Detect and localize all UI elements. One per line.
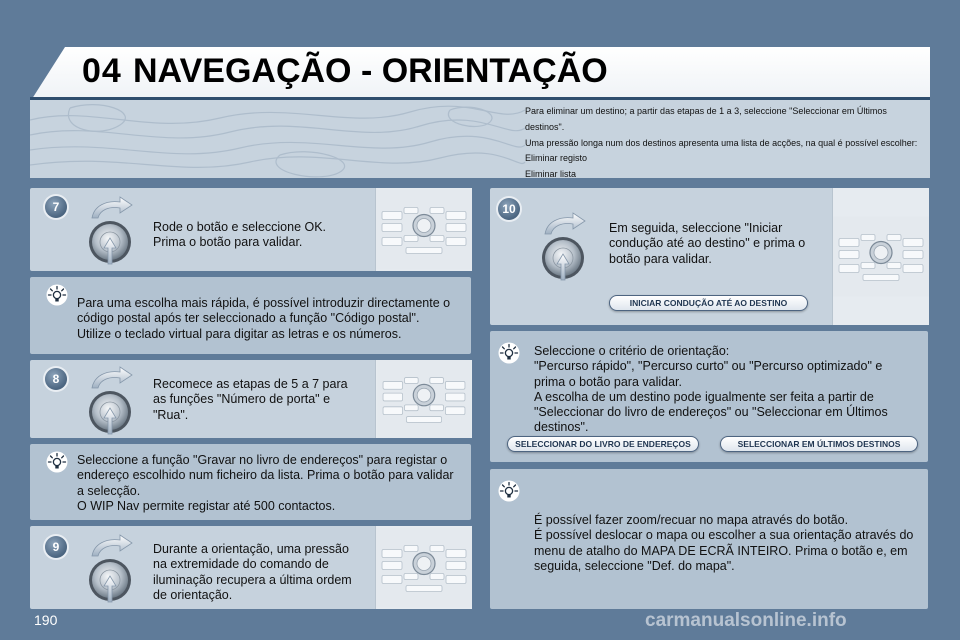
step-line: Rode o botão e seleccione OK.	[153, 220, 327, 234]
step-line: de orientação.	[153, 587, 233, 602]
info-panel-postal-code	[30, 277, 471, 354]
step-7-panel	[30, 188, 471, 271]
info-line: prima o botão para validar.	[534, 374, 683, 389]
info-panel-address-book	[30, 444, 471, 520]
step-line: Em seguida, seleccione "Iniciar	[609, 221, 783, 235]
step-text	[153, 220, 326, 251]
info-text	[77, 453, 454, 514]
step-badge: 10	[498, 198, 520, 220]
info-line: destinos".	[534, 420, 589, 435]
tip-line: Eliminar registo	[525, 153, 588, 164]
info-line: Para uma escolha mais rápida, é possível introduzir directamente o	[77, 296, 451, 310]
step-line: botão para validar.	[609, 251, 712, 266]
info-line: seguida, seleccione "Def. do mapa".	[534, 558, 735, 573]
top-tip-text	[525, 104, 925, 183]
info-line: "Seleccionar do livro de endereços" ou "Seleccionar em Últimos	[534, 405, 888, 420]
step-10-panel	[490, 188, 928, 325]
step-line: iluminação recupera a última ordem	[153, 572, 352, 587]
radio-panel-thumbnail	[375, 188, 472, 271]
info-line: endereço escolhido num ficheiro da lista. Prima o botão para validar	[77, 468, 454, 483]
light-bulb-icon	[46, 451, 68, 473]
step-line: Durante a orientação, uma pressão	[153, 542, 349, 556]
watermark: carmanualsonline.info	[645, 610, 847, 631]
radio-panel-thumbnail	[375, 526, 472, 609]
tip-line: destinos".	[525, 121, 565, 132]
tip-line: Eliminar lista	[525, 169, 577, 180]
info-panel-route-criteria	[490, 331, 928, 462]
info-line: É possível fazer zoom/recuar no mapa através do botão.	[534, 513, 849, 527]
info-panel-map-zoom	[490, 469, 928, 609]
info-line: A escolha de um destino pode igualmente ser feita a partir de	[534, 389, 874, 404]
info-line: código postal após ter seleccionado a função "Código postal".	[77, 311, 420, 326]
step-line: na extremidade do comando de	[153, 557, 329, 572]
rotary-dial-icon	[82, 534, 142, 604]
step-text	[153, 377, 348, 423]
step-8-panel	[30, 360, 471, 438]
info-line: a selecção.	[77, 483, 141, 498]
chapter-number: 04	[82, 52, 122, 90]
page-title: NAVEGAÇÃO - ORIENTAÇÃO	[133, 52, 608, 90]
info-line: O WIP Nav permite registar até 500 contactos.	[77, 498, 336, 513]
tip-line: Para eliminar um destino; a partir das etapas de 1 a 3, seleccione "Seleccionar em Últimos	[525, 106, 887, 116]
info-line: "Percurso rápido", "Percurso curto" ou "Percurso optimizado" e	[534, 359, 883, 374]
select-address-book-button[interactable]: SELECCIONAR DO LIVRO DE ENDEREÇOS	[507, 436, 699, 452]
tip-line: Uma pressão longa num dos destinos apresenta uma lista de acções, na qual é possível escolher:	[525, 137, 918, 148]
select-recent-destinations-button[interactable]: SELECCIONAR EM ÚLTIMOS DESTINOS	[720, 436, 918, 452]
light-bulb-icon	[46, 284, 68, 306]
info-line: Utilize o teclado virtual para digitar as letras e os números.	[77, 326, 402, 341]
info-line: menu de atalho do MAPA DE ECRÃ INTEIRO. Prima o botão e, em	[534, 543, 908, 558]
step-9-panel	[30, 526, 471, 609]
page-number: 190	[34, 612, 58, 628]
step-text	[153, 542, 352, 603]
rotary-dial-icon	[82, 366, 142, 436]
step-badge: 9	[45, 536, 67, 558]
radio-panel-thumbnail	[832, 188, 929, 325]
rotary-dial-icon	[535, 212, 595, 282]
step-line: Recomece as etapas de 5 a 7 para	[153, 377, 348, 391]
light-bulb-icon	[498, 480, 520, 502]
step-text	[609, 221, 805, 267]
info-text	[77, 296, 450, 342]
step-line: Prima o botão para validar.	[153, 235, 303, 250]
rotary-dial-icon	[82, 196, 142, 266]
info-line: Seleccione a função "Gravar no livro de endereços" para registar o	[77, 453, 448, 467]
step-badge: 8	[45, 368, 67, 390]
info-line: Seleccione o critério de orientação:	[534, 344, 730, 358]
start-guidance-button[interactable]: INICIAR CONDUÇÃO ATÉ AO DESTINO	[609, 295, 808, 311]
info-text	[534, 344, 888, 436]
radio-panel-thumbnail	[375, 360, 472, 438]
step-line: "Rua".	[153, 407, 189, 422]
step-line: as funções "Número de porta" e	[153, 392, 331, 407]
step-badge: 7	[45, 196, 67, 218]
info-text	[534, 513, 913, 574]
step-line: condução até ao destino" e prima o	[609, 236, 806, 251]
light-bulb-icon	[498, 342, 520, 364]
info-line: É possível deslocar o mapa ou escolher a sua orientação através do	[534, 528, 914, 543]
